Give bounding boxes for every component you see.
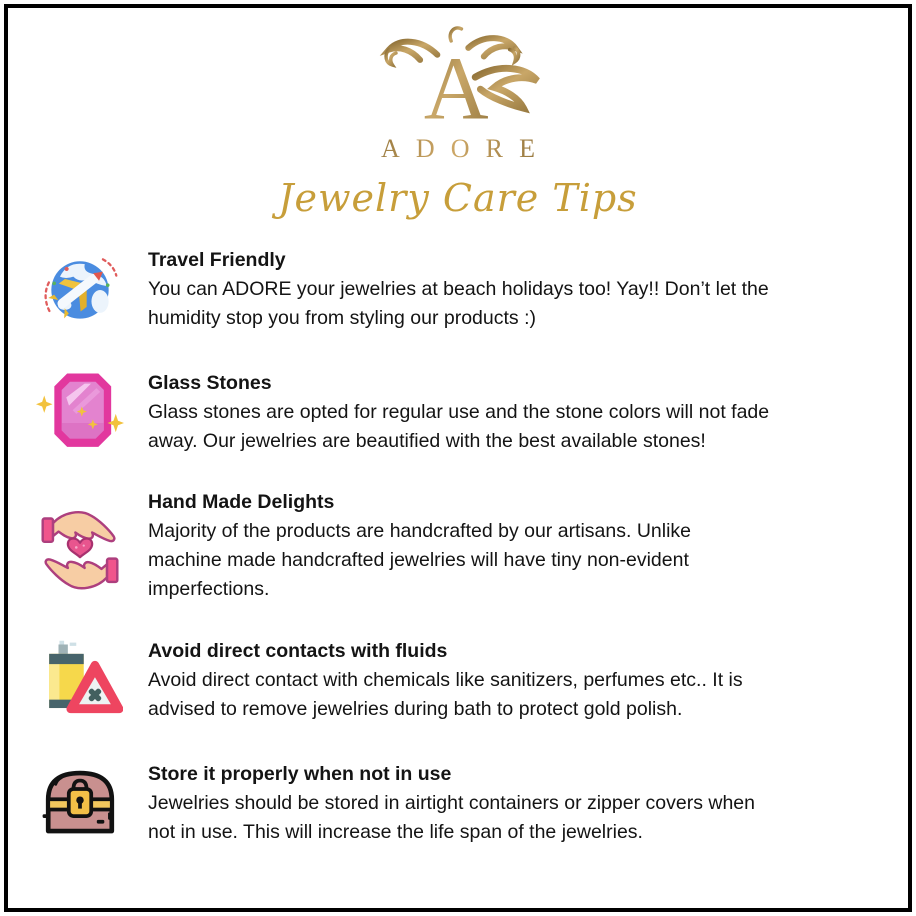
tip-body-line: You can ADORE your jewelries at beach holidays too! Yay!! Don’t let the [148, 277, 769, 300]
tip-title: Store it properly when not in use [148, 762, 452, 785]
tip-title: Glass Stones [148, 371, 272, 394]
tip-body-line: machine made handcrafted jewelries will have tiny non-evident [148, 549, 689, 571]
tip-body-line: not in use. This will increase the life span of the jewelries. [148, 820, 643, 843]
tip-body-line: Majority of the products are handcrafted by our artisans. Unlike [148, 520, 692, 542]
tip-title: Hand Made Delights [148, 491, 335, 513]
tip-title: Avoid direct contacts with fluids [148, 639, 448, 662]
card-border [4, 4, 912, 912]
tip-body-line: away. Our jewelries are beautified with the best available stones! [148, 429, 706, 452]
monogram-letter: A [423, 39, 489, 134]
tip-body-line: humidity stop you from styling our products :) [148, 306, 536, 329]
tip-body-line: advised to remove jewelries during bath to protect gold polish. [148, 697, 683, 720]
page-title: Jewelry Care Tips [278, 176, 638, 220]
tip-body-line: imperfections. [148, 578, 270, 600]
tip-body-line: Jewelries should be stored in airtight containers or zipper covers when [148, 791, 755, 814]
tip-title: Travel Friendly [148, 248, 286, 271]
tip-body-line: Glass stones are opted for regular use and the stone colors will not fade [148, 400, 770, 423]
tip-body-line: Avoid direct contact with chemicals like sanitizers, perfumes etc.. It is [148, 668, 743, 691]
brand-wordmark: ADORE [365, 134, 551, 164]
